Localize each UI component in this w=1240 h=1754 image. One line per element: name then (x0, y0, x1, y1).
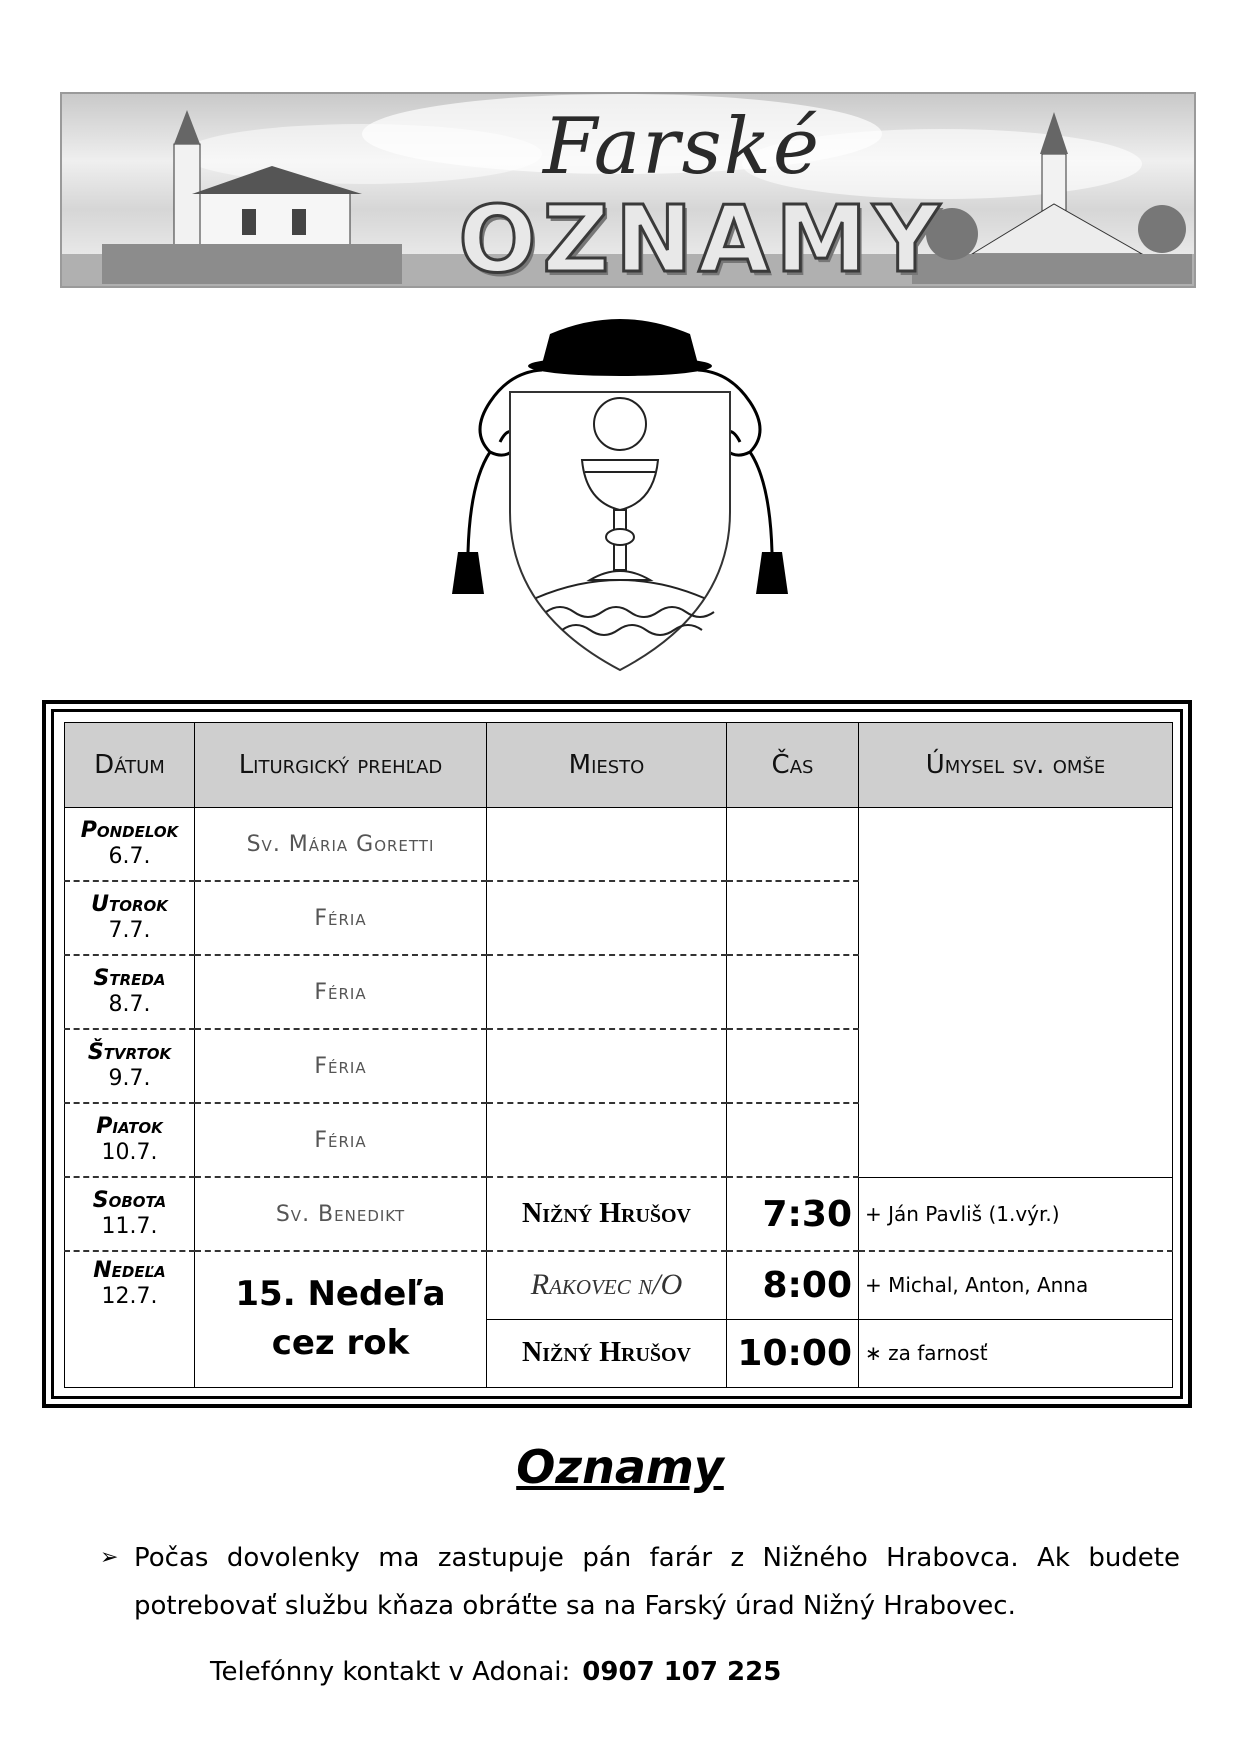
banner-title: Farské (542, 102, 822, 192)
day-date: 11.7. (101, 1214, 158, 1239)
time-cell (727, 955, 859, 1029)
day-name: Pondelok (80, 817, 179, 843)
intention-cell: + Ján Pavliš (1.výr.) (859, 1177, 1173, 1251)
time-cell (727, 1103, 859, 1177)
liturgy-cell (195, 1251, 487, 1387)
arrow-bullet-icon: ➢ (100, 1545, 119, 1570)
table-row (65, 808, 1173, 882)
time-cell (727, 1029, 859, 1103)
place-cell: Nižný Hrušov (487, 1177, 727, 1251)
liturgy-cell: Féria (195, 881, 487, 955)
day-name: Nedeľa (93, 1258, 166, 1283)
announcement-paragraph: Počas dovolenky ma zastupuje pán farár z Nižného Hrabovca. Ak budete potrebovať službu kňaza obráťte sa na Farský úrad Nižný Hrabovec. (134, 1543, 1180, 1621)
liturgy-cell: Sv. Benedikt (195, 1177, 487, 1251)
liturgy-cell: Féria (195, 955, 487, 1029)
time-cell: 7:30 (727, 1177, 859, 1251)
day-date: 12.7. (101, 1284, 158, 1310)
place-cell (487, 1029, 727, 1103)
day-date: 8.7. (108, 992, 151, 1017)
announcements-body (100, 1534, 1180, 1687)
day-date: 9.7. (108, 1066, 151, 1091)
table-row (65, 1177, 1173, 1251)
day-date: 10.7. (101, 1140, 158, 1165)
day-date: 7.7. (108, 918, 151, 943)
announcements-title: Oznamy (516, 1440, 724, 1494)
intention-cell: + Michal, Anton, Anna (859, 1251, 1173, 1319)
header-liturgy: Liturgický prehľad (195, 723, 487, 808)
liturgy-cell: Sv. Mária Goretti (195, 808, 487, 882)
day-name: Sobota (92, 1187, 167, 1213)
day-name: Štvrtok (87, 1039, 172, 1065)
day-date: 6.7. (108, 844, 151, 869)
contact-line (210, 1648, 781, 1696)
mass-schedule-table (64, 722, 1173, 1388)
tassel-left-icon (452, 552, 484, 594)
contact-label: Telefónny kontakt v Adonai: (210, 1657, 571, 1687)
time-cell (727, 808, 859, 882)
contact-phone: 0907 107 225 (582, 1657, 782, 1687)
liturgy-cell: Féria (195, 1029, 487, 1103)
date-cell (65, 955, 195, 1029)
date-cell (65, 881, 195, 955)
place-cell: Rakovec n/O (487, 1251, 727, 1319)
banner-subtitle: OZNAMY (458, 186, 946, 288)
intention-cell: ∗ za farnosť (859, 1319, 1173, 1387)
liturgy-cell: Féria (195, 1103, 487, 1177)
date-cell (65, 1251, 195, 1387)
day-name: Streda (93, 965, 166, 991)
date-cell (65, 1103, 195, 1177)
place-cell (487, 1103, 727, 1177)
coat-of-arms-image (450, 312, 790, 674)
place-cell (487, 881, 727, 955)
header-place: Miesto (487, 723, 727, 808)
day-name: Utorok (91, 891, 168, 917)
date-cell (65, 1177, 195, 1251)
tassel-right-icon (756, 552, 788, 594)
place-cell (487, 808, 727, 882)
liturgy-line: cez rok (271, 1323, 410, 1364)
day-name: Piatok (96, 1113, 163, 1139)
table-row-sunday (65, 1251, 1173, 1319)
table-header-row (65, 723, 1173, 808)
date-cell (65, 808, 195, 882)
header-intention: Úmysel sv. omše (859, 723, 1173, 808)
church-left-image (102, 104, 402, 284)
liturgy-line: 15. Nedeľa (235, 1273, 446, 1314)
time-cell: 8:00 (727, 1251, 859, 1319)
time-cell: 10:00 (727, 1319, 859, 1387)
intention-cell (859, 808, 1173, 1178)
header-date: Dátum (65, 723, 195, 808)
time-cell (727, 881, 859, 955)
place-cell: Nižný Hrušov (487, 1319, 727, 1387)
date-cell (65, 1029, 195, 1103)
mass-schedule-frame (42, 700, 1192, 1408)
header-time: Čas (727, 723, 859, 808)
header-banner (60, 92, 1196, 288)
place-cell (487, 955, 727, 1029)
